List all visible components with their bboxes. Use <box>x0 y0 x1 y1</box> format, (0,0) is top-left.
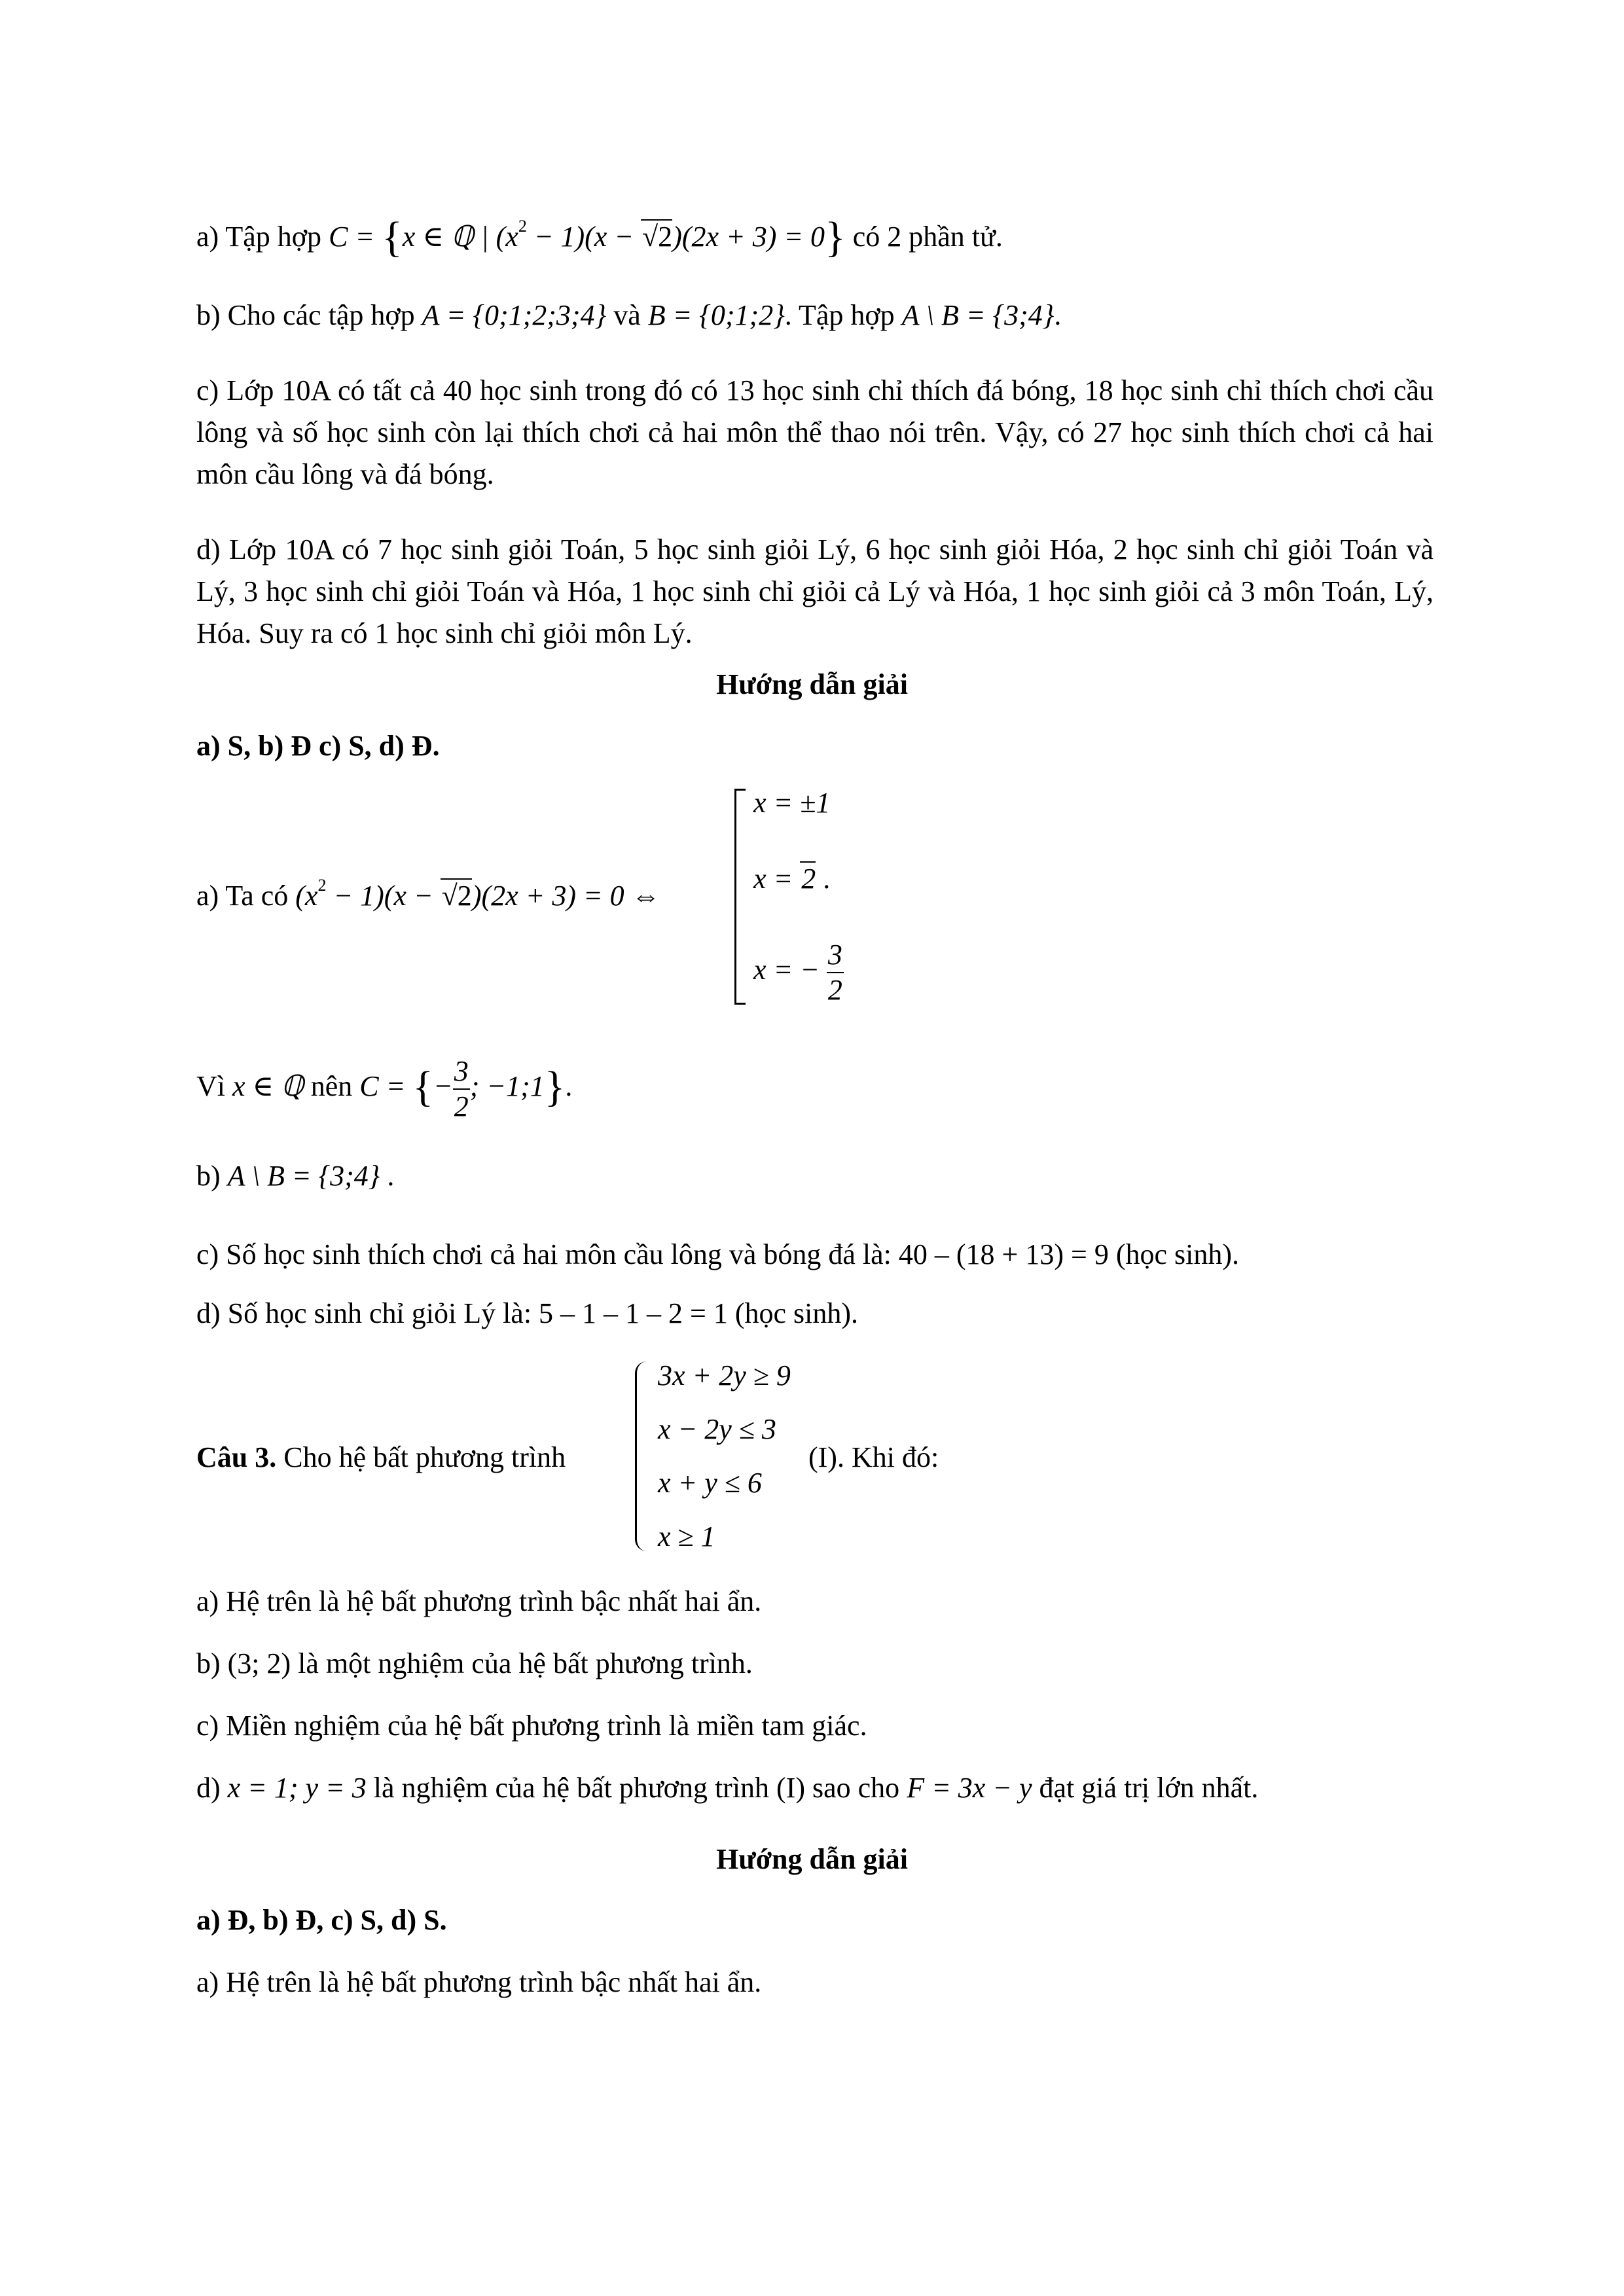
solution-a-equation <box>196 877 660 910</box>
math: − 1)(x − <box>326 880 441 912</box>
solution-vi-line <box>196 1057 572 1121</box>
text: . <box>1054 299 1062 331</box>
math-set-part1: x ∈ ℚ | (x <box>402 221 518 253</box>
q3-statement-a: a) Hệ trên là hệ bất phương trình bậc nhất hai ẩn. <box>196 1585 762 1617</box>
math-set-difference: A \ B = {3;4} <box>901 299 1055 331</box>
exponent: 2 <box>317 876 327 895</box>
q3-intro <box>196 1443 566 1472</box>
q2-statement-c: c) Lớp 10A có tất cả 40 học sinh trong đó có 13 học sinh chỉ thích đá bóng, 18 học sinh chỉ thích chơi cầu lông và số học sinh còn lại thích chơi cả hai môn thể thao nói trên. Vậy, có 27 học sinh thích chơi cả hai môn cầu lông và đá bóng. <box>196 374 1434 490</box>
q2-statement-d: d) Lớp 10A có 7 học sinh giỏi Toán, 5 học sinh giỏi Lý, 6 học sinh giỏi Hóa, 2 học sinh chỉ giỏi Toán và Lý, 3 học sinh chỉ giỏi Toán và Hóa, 1 học sinh chỉ giỏi cả Lý và Hóa, 1 học sinh giỏi cả 3 môn Toán, Lý, Hóa. Suy ra có 1 học sinh chỉ giỏi môn Lý. <box>196 533 1434 649</box>
solution-heading: Hướng dẫn giải <box>716 668 908 700</box>
left-brace: { <box>412 1063 433 1111</box>
solution2-a-line: a) Hệ trên là hệ bất phương trình bậc nhất hai ẩn. <box>196 1966 762 1998</box>
case-row: x = ±1 <box>753 787 831 819</box>
text: b) <box>196 1160 228 1192</box>
q3-system <box>635 1361 791 1551</box>
text: đạt giá trị lớn nhất. <box>1032 1772 1259 1804</box>
text: . Tập hợp <box>784 299 902 331</box>
math-set-part2: − 1)(x − <box>526 221 641 253</box>
solution-cases <box>734 789 844 1005</box>
math: F = 3x − y <box>907 1772 1032 1804</box>
math: − <box>433 1070 453 1103</box>
inequality: x ≥ 1 <box>658 1520 715 1552</box>
solution-c-line: c) Số học sinh thích chơi cả hai môn cầu lông và bóng đá là: 40 – (18 + 13) = 9 (học sinh). <box>196 1238 1240 1270</box>
sqrt-2: √2 <box>642 221 673 253</box>
text: . <box>380 1160 395 1192</box>
right-brace: } <box>544 1063 566 1111</box>
math: ; −1;1 <box>469 1070 545 1103</box>
fraction: $\frac{3}{2}$ <box>827 939 842 1006</box>
math: C = <box>359 1070 413 1103</box>
text: . <box>565 1070 573 1103</box>
solution-b-line <box>196 1162 394 1191</box>
case-row: x = − $\frac{3}{2}$ <box>753 939 842 1006</box>
solution-d-line: d) Số học sinh chỉ giỏi Lý là: 5 – 1 – 1 – 2 = 1 (học sinh). <box>196 1297 859 1329</box>
math-set-part3: )(2x + 3) = 0 <box>672 221 825 253</box>
q3-statement-d <box>196 1774 1258 1803</box>
math: )(2x + 3) = 0 ⇔ <box>471 880 660 912</box>
q3-statement-b: b) (3; 2) là một nghiệm của hệ bất phương trình. <box>196 1647 753 1679</box>
inequality: x + y ≤ 6 <box>658 1467 762 1499</box>
math: x ∈ ℚ <box>232 1070 304 1103</box>
inequality: x − 2y ≤ 3 <box>658 1413 776 1445</box>
q2-statement-a <box>196 213 1003 261</box>
case-row: x = 2 . <box>753 863 831 895</box>
text: nên <box>303 1070 360 1103</box>
solution-answers: a) S, b) Đ c) S, d) Đ. <box>196 730 440 762</box>
text: Cho hệ bất phương trình <box>276 1441 566 1473</box>
text: a) Ta có <box>196 880 296 912</box>
sqrt-2: 2 <box>801 863 816 895</box>
text: Vì <box>196 1070 232 1103</box>
math: A \ B = {3;4} <box>227 1160 380 1192</box>
math: (x <box>295 880 318 912</box>
text: d) <box>196 1772 228 1804</box>
question-label: Câu 3. <box>196 1441 277 1473</box>
exponent: 2 <box>518 217 527 236</box>
inequality: 3x + 2y ≥ 9 <box>658 1359 791 1391</box>
curly-brace <box>635 1361 650 1551</box>
text: b) Cho các tập hợp <box>196 299 422 331</box>
solution2-heading: Hướng dẫn giải <box>716 1843 908 1875</box>
q3-statement-c: c) Miền nghiệm của hệ bất phương trình là miền tam giác. <box>196 1710 867 1742</box>
math-set-B: B = {0;1;2} <box>647 299 785 331</box>
q3-suffix: (I). Khi đó: <box>808 1441 939 1473</box>
text: là nghiệm của hệ bất phương trình (I) sao cho <box>366 1772 907 1804</box>
text: a) Tập hợp <box>196 221 329 253</box>
sqrt-2: √2 <box>441 880 472 912</box>
right-brace: } <box>825 213 846 261</box>
math-set-A: A = {0;1;2;3;4} <box>422 299 607 331</box>
math-C-lhs: C = <box>329 221 382 253</box>
fraction: $\frac{3}{2}$ <box>454 1055 469 1122</box>
q2-statement-b <box>196 301 1061 330</box>
text: có 2 phần tử. <box>852 221 1003 253</box>
solution2-answers: a) Đ, b) Đ, c) S, d) S. <box>196 1904 447 1936</box>
text: và <box>606 299 648 331</box>
left-brace: { <box>382 213 403 261</box>
math: x = 1; y = 3 <box>227 1772 367 1804</box>
square-bracket <box>734 789 746 1005</box>
